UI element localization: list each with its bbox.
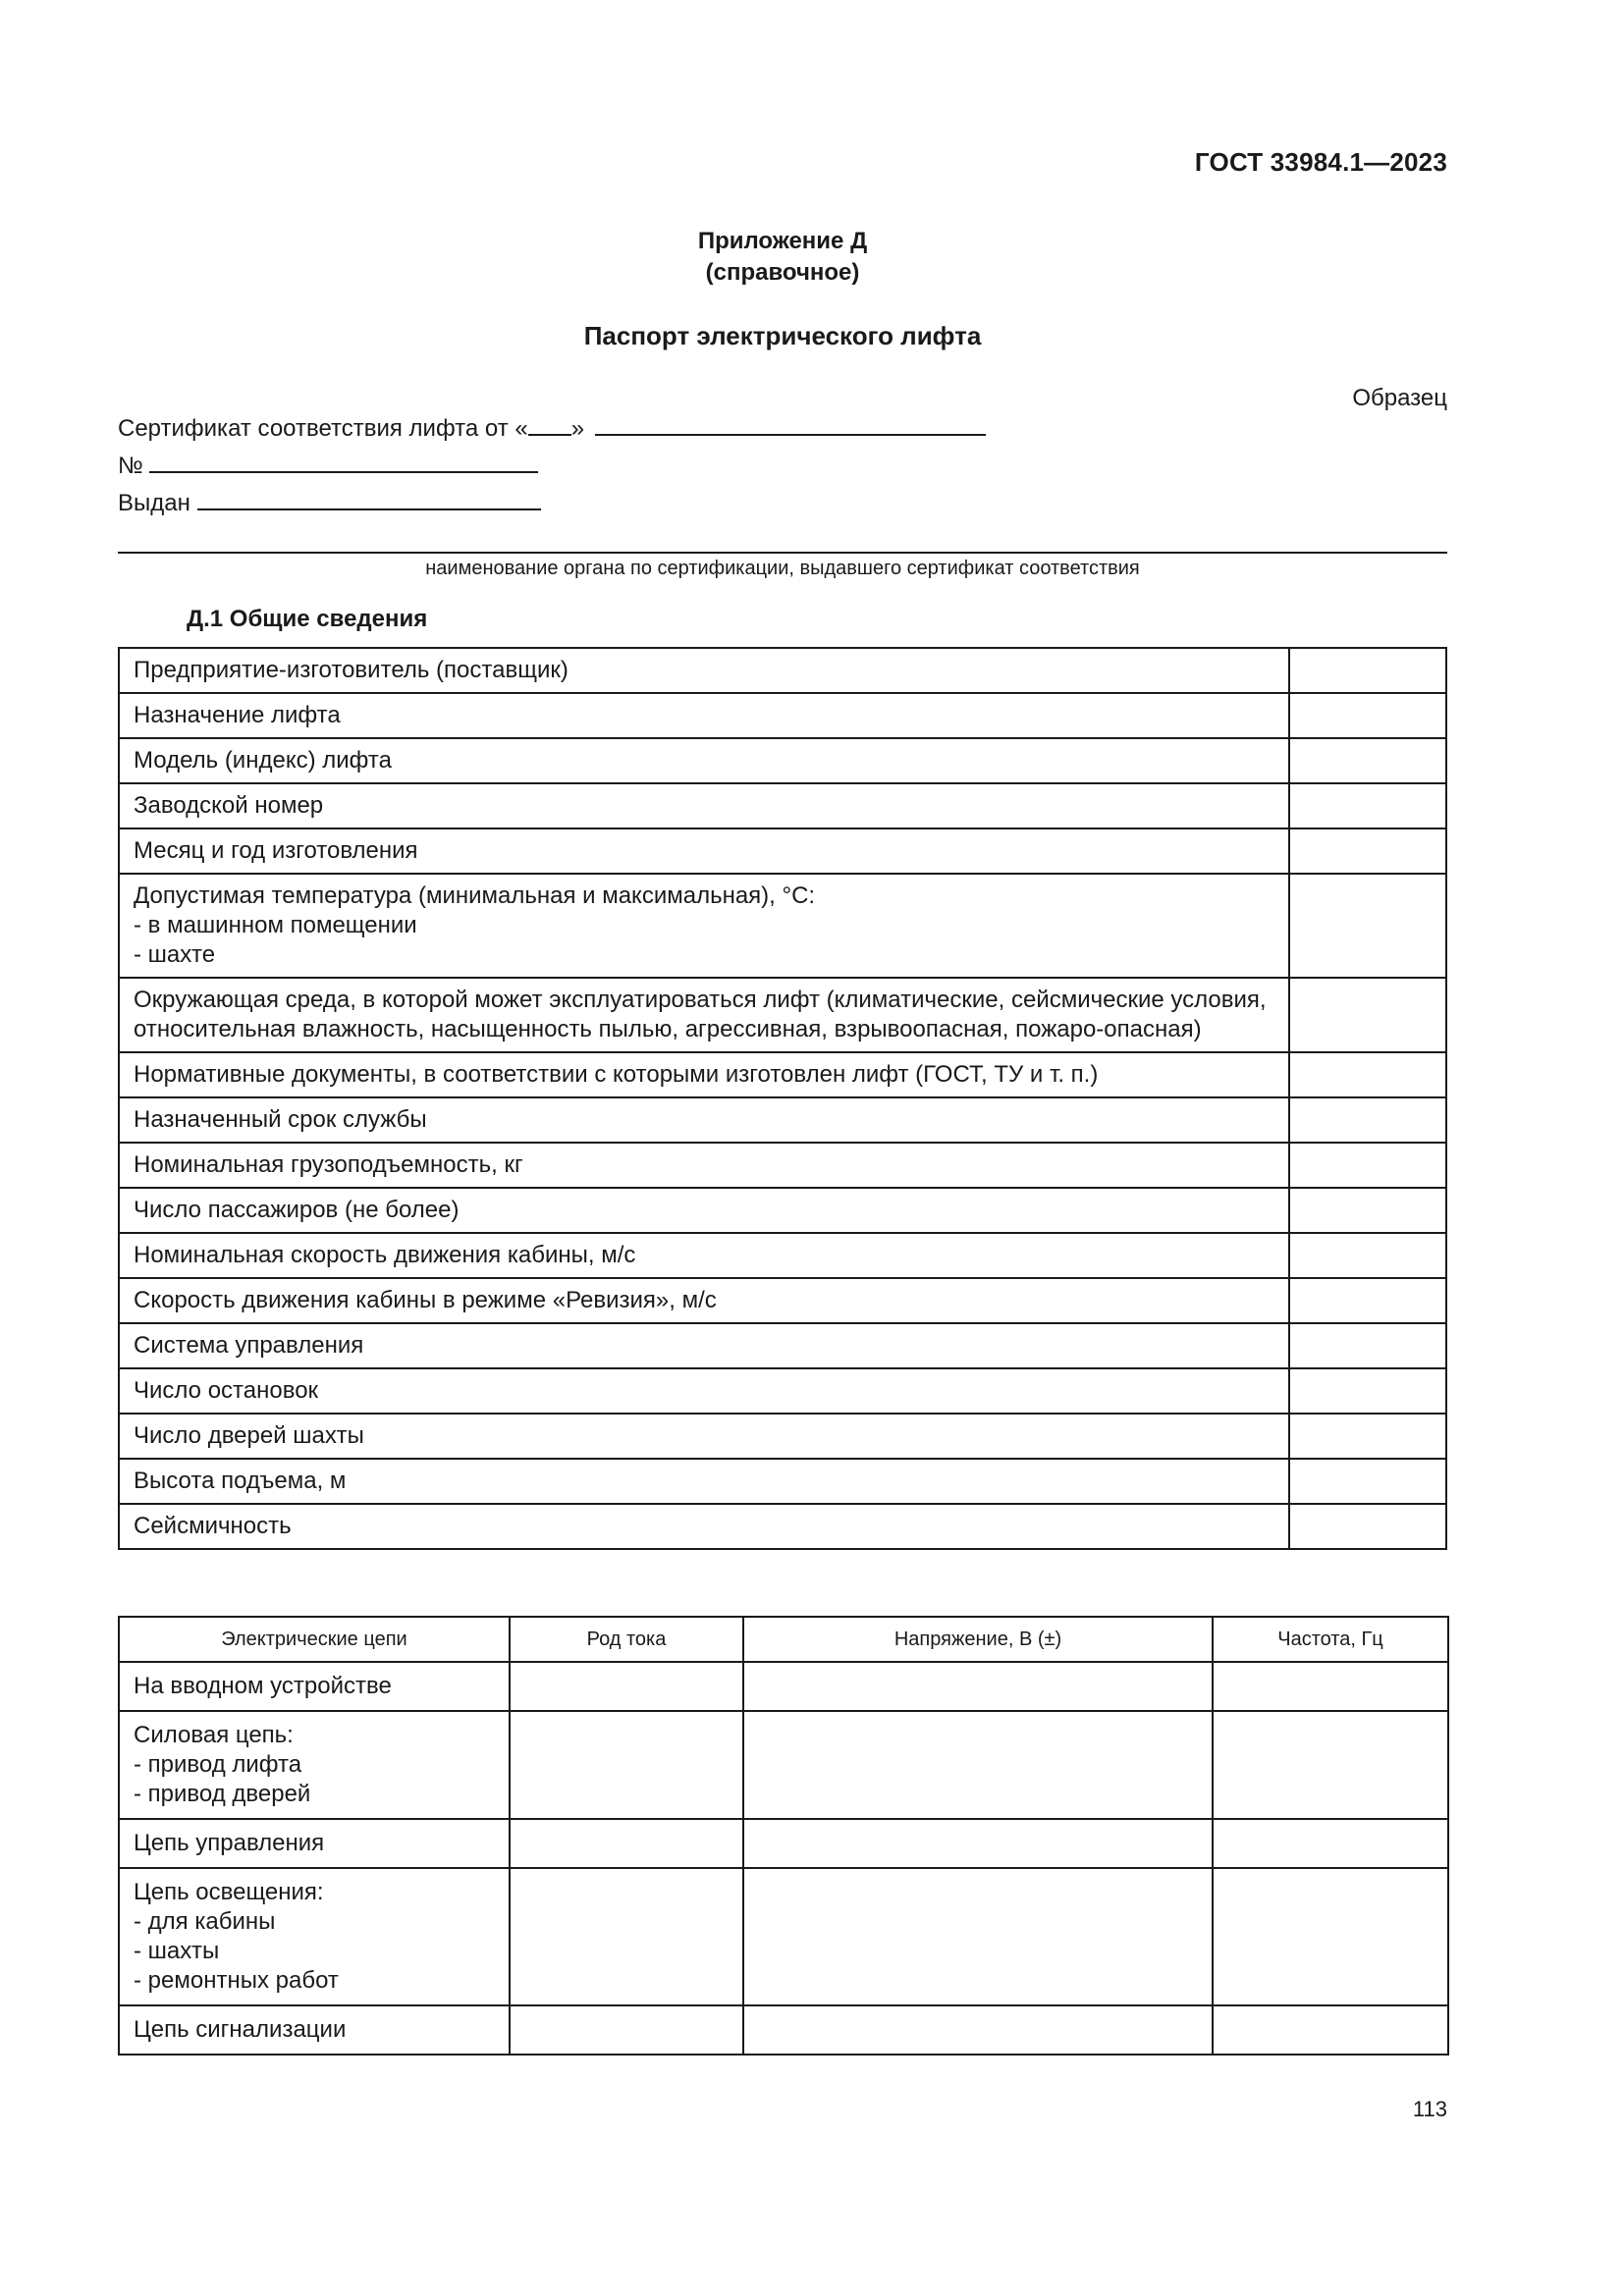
row-value-cell[interactable]: [1289, 1278, 1446, 1323]
row-label: Модель (индекс) лифта: [119, 738, 1289, 783]
table-row: [119, 738, 1446, 783]
column-header-frequency: Частота, Гц: [1213, 1617, 1448, 1662]
table-row: [119, 783, 1446, 828]
row-value-cell[interactable]: [1289, 783, 1446, 828]
circuit-name: Силовая цепь: - привод лифта - привод дверей: [119, 1711, 510, 1819]
table-row: [119, 1052, 1446, 1097]
column-header-current-type: Род тока: [510, 1617, 743, 1662]
certificate-issued-label: Выдан: [118, 490, 190, 516]
row-label: Назначенный срок службы: [119, 1097, 1289, 1143]
row-value-cell[interactable]: [1289, 1414, 1446, 1459]
row-label: Сейсмичность: [119, 1504, 1289, 1549]
table-row: [119, 1459, 1446, 1504]
general-info-table: [118, 647, 1447, 1550]
frequency-cell[interactable]: [1213, 1819, 1448, 1868]
row-value-cell[interactable]: [1289, 1143, 1446, 1188]
row-value-cell[interactable]: [1289, 738, 1446, 783]
current-type-cell[interactable]: [510, 1662, 743, 1711]
passport-title: Паспорт электрического лифта: [583, 321, 982, 350]
row-value-cell[interactable]: [1289, 1097, 1446, 1143]
frequency-cell[interactable]: [1213, 1662, 1448, 1711]
frequency-cell[interactable]: [1213, 1868, 1448, 2005]
voltage-cell[interactable]: [743, 1662, 1213, 1711]
electric-circuits-table: [118, 1616, 1449, 2056]
row-value-cell[interactable]: [1289, 1233, 1446, 1278]
row-value-cell[interactable]: [1289, 648, 1446, 693]
table-row: [119, 1323, 1446, 1368]
row-value-cell[interactable]: [1289, 1459, 1446, 1504]
row-value-cell[interactable]: [1289, 1188, 1446, 1233]
circuit-name: Цепь освещения: - для кабины - шахты - ремонтных работ: [119, 1868, 510, 2005]
table-row: [119, 978, 1446, 1052]
certificate-line: [118, 412, 986, 444]
appendix-title: Приложение Д: [697, 228, 868, 254]
row-label: Нормативные документы, в соответствии с которыми изготовлен лифт (ГОСТ, ТУ и т. п.): [119, 1052, 1289, 1097]
table-row: [119, 1097, 1446, 1143]
certificate-day-field[interactable]: [528, 412, 571, 436]
certificate-mid: »: [570, 415, 585, 442]
table-row: [119, 1414, 1446, 1459]
row-label: Заводской номер: [119, 783, 1289, 828]
row-label: Назначение лифта: [119, 693, 1289, 738]
row-label: Число пассажиров (не более): [119, 1188, 1289, 1233]
circuit-name: Цепь сигнализации: [119, 2005, 510, 2055]
row-label: Номинальная грузоподъемность, кг: [119, 1143, 1289, 1188]
sample-label: Образец: [1352, 385, 1447, 411]
page-number: 113: [1412, 2097, 1447, 2121]
voltage-cell[interactable]: [743, 1868, 1213, 2005]
current-type-cell[interactable]: [510, 1868, 743, 2005]
voltage-cell[interactable]: [743, 2005, 1213, 2055]
row-label: Допустимая температура (минимальная и максимальная), °С: - в машинном помещении - шахте: [119, 874, 1289, 978]
certificate-number-line: [118, 450, 538, 481]
table-row: [119, 1233, 1446, 1278]
row-label: Число остановок: [119, 1368, 1289, 1414]
table-row: [119, 874, 1446, 978]
table-row: [119, 1662, 1448, 1711]
certificate-issued-line: [118, 487, 541, 518]
column-header-voltage: Напряжение, В (±): [743, 1617, 1213, 1662]
table-row: [119, 693, 1446, 738]
table-row: [119, 1368, 1446, 1414]
row-label: Число дверей шахты: [119, 1414, 1289, 1459]
row-label: Скорость движения кабины в режиме «Ревизия», м/с: [119, 1278, 1289, 1323]
appendix-subtitle: (справочное): [705, 259, 860, 286]
current-type-cell[interactable]: [510, 2005, 743, 2055]
row-value-cell[interactable]: [1289, 693, 1446, 738]
row-value-cell[interactable]: [1289, 1323, 1446, 1368]
row-value-cell[interactable]: [1289, 1504, 1446, 1549]
row-label: Высота подъема, м: [119, 1459, 1289, 1504]
table-row: [119, 1278, 1446, 1323]
document-code: ГОСТ 33984.1—2023: [1194, 147, 1447, 177]
table-row: [119, 1143, 1446, 1188]
table-row: [119, 1711, 1448, 1819]
table-row: [119, 828, 1446, 874]
circuit-name: На вводном устройстве: [119, 1662, 510, 1711]
row-label: Предприятие-изготовитель (поставщик): [119, 648, 1289, 693]
current-type-cell[interactable]: [510, 1819, 743, 1868]
voltage-cell[interactable]: [743, 1819, 1213, 1868]
current-type-cell[interactable]: [510, 1711, 743, 1819]
table-row: [119, 2005, 1448, 2055]
table-row: [119, 1188, 1446, 1233]
issuer-rule[interactable]: [118, 552, 1447, 554]
certificate-date-field[interactable]: [595, 412, 986, 436]
certificate-number-label: №: [118, 453, 143, 479]
row-value-cell[interactable]: [1289, 1052, 1446, 1097]
row-label: Номинальная скорость движения кабины, м/с: [119, 1233, 1289, 1278]
row-value-cell[interactable]: [1289, 828, 1446, 874]
frequency-cell[interactable]: [1213, 2005, 1448, 2055]
appendix-heading: [0, 226, 1565, 289]
certificate-number-field[interactable]: [149, 450, 538, 473]
section-general-title: Д.1 Общие сведения: [187, 606, 428, 632]
row-value-cell[interactable]: [1289, 978, 1446, 1052]
table-row: [119, 1819, 1448, 1868]
circuit-name: Цепь управления: [119, 1819, 510, 1868]
table-row: [119, 648, 1446, 693]
row-label: Окружающая среда, в которой может эксплуатироваться лифт (климатические, сейсмические условия, относительная влажность, насыщенность пылью, агрессивная, взрывоопасная, пожаро-опасная): [119, 978, 1289, 1052]
table-row: [119, 1868, 1448, 2005]
table-row: [119, 1504, 1446, 1549]
row-label: Месяц и год изготовления: [119, 828, 1289, 874]
column-header-circuits: Электрические цепи: [119, 1617, 510, 1662]
row-value-cell[interactable]: [1289, 1368, 1446, 1414]
voltage-cell[interactable]: [743, 1711, 1213, 1819]
certificate-issued-field[interactable]: [197, 487, 541, 510]
row-label: Система управления: [119, 1323, 1289, 1368]
row-value-cell[interactable]: [1289, 874, 1446, 978]
certificate-prefix: Сертификат соответствия лифта от «: [118, 415, 528, 442]
frequency-cell[interactable]: [1213, 1711, 1448, 1819]
issuer-caption: наименование органа по сертификации, выдавшего сертификат соответствия: [425, 558, 1140, 579]
circuits-header-row: [119, 1617, 1448, 1662]
